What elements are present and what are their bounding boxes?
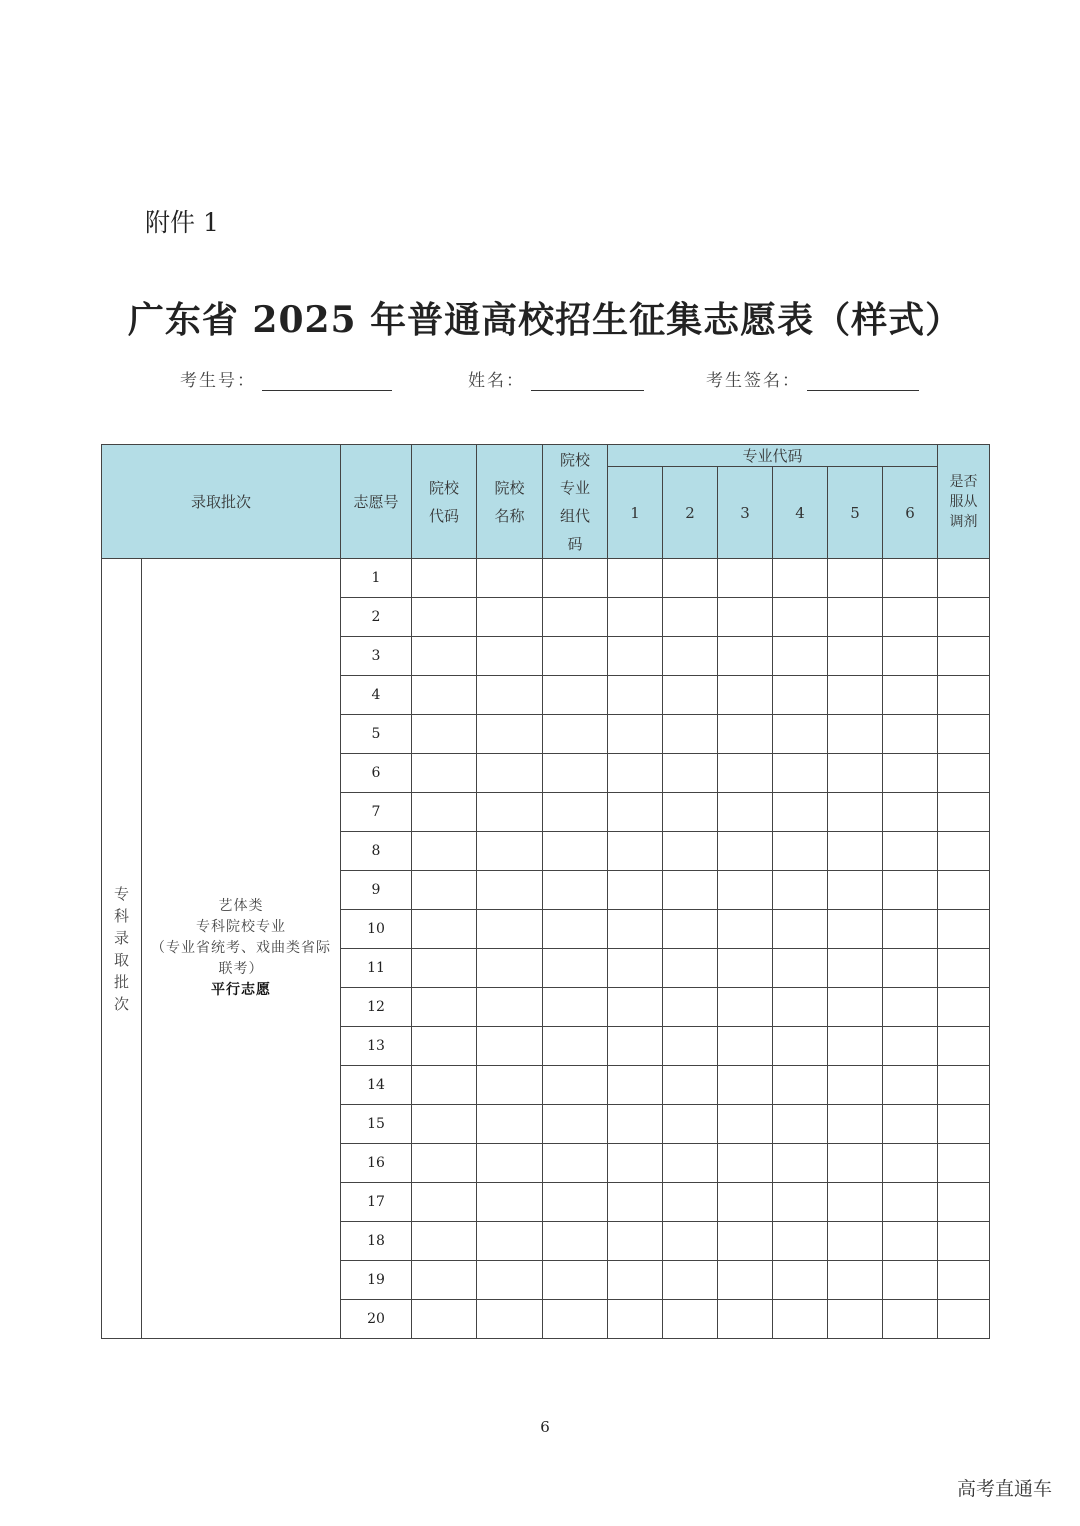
category-line: 专科院校专业 [196,919,286,935]
major-1-input[interactable] [608,676,663,715]
major-6-input[interactable] [883,832,938,871]
header-adjust [938,445,990,559]
group-code-input[interactable] [543,1261,608,1300]
major-1-input[interactable] [608,598,663,637]
major-2-input[interactable] [663,1144,718,1183]
major-2-input[interactable] [663,676,718,715]
wish-number: 4 [341,676,412,715]
header-school-name-text: 院校名称 [494,478,525,525]
major-3-input[interactable] [718,598,773,637]
school-name-input[interactable] [477,1066,543,1105]
name-field [468,366,644,391]
adjust-input[interactable] [938,754,990,793]
exam-number-field [180,366,392,391]
major-1-input[interactable] [608,1027,663,1066]
school-code-input[interactable] [412,1222,477,1261]
wish-number: 12 [341,988,412,1027]
major-3-input[interactable] [718,949,773,988]
header-wish-no: 志愿号 [341,445,412,559]
wish-number: 13 [341,1027,412,1066]
major-2-input[interactable] [663,715,718,754]
major-4-input[interactable] [773,1222,828,1261]
major-3-input[interactable] [718,715,773,754]
major-3-input[interactable] [718,1261,773,1300]
wish-number: 3 [341,637,412,676]
wish-number: 7 [341,793,412,832]
major-6-input[interactable] [883,793,938,832]
wish-number: 18 [341,1222,412,1261]
major-5-input[interactable] [828,988,883,1027]
wish-number: 1 [341,559,412,598]
group-code-input[interactable] [543,754,608,793]
major-4-input[interactable] [773,637,828,676]
page-number: 6 [540,1418,550,1436]
school-name-input[interactable] [477,715,543,754]
major-1-input[interactable] [608,793,663,832]
major-1-input[interactable] [608,715,663,754]
adjust-input[interactable] [938,676,990,715]
wish-number: 9 [341,871,412,910]
school-code-input[interactable] [412,754,477,793]
header-school-code-text: 院校代码 [428,478,459,525]
wish-number: 8 [341,832,412,871]
major-4-input[interactable] [773,754,828,793]
school-name-input[interactable] [477,1105,543,1144]
major-6-input[interactable] [883,637,938,676]
school-name-input[interactable] [477,559,543,598]
header-major-3: 3 [718,467,773,559]
group-code-input[interactable] [543,559,608,598]
adjust-input[interactable] [938,1261,990,1300]
major-3-input[interactable] [718,832,773,871]
group-code-input[interactable] [543,871,608,910]
adjust-input[interactable] [938,910,990,949]
group-code-input[interactable] [543,1144,608,1183]
major-4-input[interactable] [773,793,828,832]
header-major-1: 1 [608,467,663,559]
school-code-input[interactable] [412,598,477,637]
major-5-input[interactable] [828,1027,883,1066]
major-6-input[interactable] [883,1105,938,1144]
major-6-input[interactable] [883,1261,938,1300]
school-name-input[interactable] [477,754,543,793]
major-5-input[interactable] [828,637,883,676]
name-label: 姓名： [468,371,525,391]
school-code-input[interactable] [412,949,477,988]
school-code-input[interactable] [412,676,477,715]
major-1-input[interactable] [608,871,663,910]
school-code-input[interactable] [412,559,477,598]
major-6-input[interactable] [883,1300,938,1339]
group-code-input[interactable] [543,1300,608,1339]
major-6-input[interactable] [883,754,938,793]
major-1-input[interactable] [608,1300,663,1339]
adjust-input[interactable] [938,1144,990,1183]
group-code-input[interactable] [543,637,608,676]
adjust-input[interactable] [938,1066,990,1105]
adjust-input[interactable] [938,1027,990,1066]
major-5-input[interactable] [828,1261,883,1300]
header-adjust-text: 是否服从调剂 [949,473,978,530]
major-6-input[interactable] [883,715,938,754]
major-4-input[interactable] [773,988,828,1027]
school-code-input[interactable] [412,1183,477,1222]
major-1-input[interactable] [608,1261,663,1300]
header-school-code [412,445,477,559]
major-4-input[interactable] [773,1066,828,1105]
school-code-input[interactable] [412,988,477,1027]
major-1-input[interactable] [608,559,663,598]
adjust-input[interactable] [938,793,990,832]
major-6-input[interactable] [883,871,938,910]
major-2-input[interactable] [663,793,718,832]
major-2-input[interactable] [663,832,718,871]
school-code-input[interactable] [412,1261,477,1300]
signature-blank [807,372,919,391]
major-2-input[interactable] [663,1066,718,1105]
major-2-input[interactable] [663,1261,718,1300]
adjust-input[interactable] [938,871,990,910]
header-major-4: 4 [773,467,828,559]
name-blank [531,372,644,391]
major-5-input[interactable] [828,715,883,754]
school-name-input[interactable] [477,1144,543,1183]
major-5-input[interactable] [828,559,883,598]
major-6-input[interactable] [883,676,938,715]
school-code-input[interactable] [412,871,477,910]
major-5-input[interactable] [828,598,883,637]
major-3-input[interactable] [718,754,773,793]
major-1-input[interactable] [608,949,663,988]
group-code-input[interactable] [543,1066,608,1105]
major-4-input[interactable] [773,910,828,949]
wish-number: 2 [341,598,412,637]
major-2-input[interactable] [663,1300,718,1339]
category-line: （专业省统考、戏曲类省际联考） [151,940,331,977]
major-3-input[interactable] [718,910,773,949]
major-5-input[interactable] [828,1300,883,1339]
signature-label: 考生签名： [706,371,801,391]
header-major-5: 5 [828,467,883,559]
category-cell [142,559,341,1339]
major-4-input[interactable] [773,598,828,637]
category-line: 艺体类 [218,898,264,914]
major-5-input[interactable] [828,871,883,910]
header-major-code: 专业代码 [608,445,938,467]
exam-number-label: 考生号： [180,371,256,391]
major-5-input[interactable] [828,793,883,832]
major-5-input[interactable] [828,949,883,988]
major-4-input[interactable] [773,1105,828,1144]
major-4-input[interactable] [773,1300,828,1339]
major-3-input[interactable] [718,1105,773,1144]
attachment-label: 附件 1 [145,208,219,237]
major-5-input[interactable] [828,1066,883,1105]
header-school-name [477,445,543,559]
wish-number: 6 [341,754,412,793]
major-2-input[interactable] [663,754,718,793]
major-1-input[interactable] [608,832,663,871]
group-code-input[interactable] [543,832,608,871]
adjust-input[interactable] [938,1222,990,1261]
major-6-input[interactable] [883,949,938,988]
major-4-input[interactable] [773,1261,828,1300]
major-4-input[interactable] [773,559,828,598]
group-code-input[interactable] [543,1222,608,1261]
major-3-input[interactable] [718,637,773,676]
header-group-code [543,445,608,559]
school-name-input[interactable] [477,1222,543,1261]
wish-number: 5 [341,715,412,754]
major-4-input[interactable] [773,871,828,910]
school-code-input[interactable] [412,832,477,871]
adjust-input[interactable] [938,1105,990,1144]
major-1-input[interactable] [608,637,663,676]
major-3-input[interactable] [718,1300,773,1339]
group-code-input[interactable] [543,988,608,1027]
adjust-input[interactable] [938,988,990,1027]
adjust-input[interactable] [938,598,990,637]
group-code-input[interactable] [543,793,608,832]
school-code-input[interactable] [412,637,477,676]
major-6-input[interactable] [883,1066,938,1105]
school-name-input[interactable] [477,832,543,871]
major-4-input[interactable] [773,949,828,988]
major-5-input[interactable] [828,754,883,793]
school-code-input[interactable] [412,793,477,832]
major-6-input[interactable] [883,1183,938,1222]
adjust-input[interactable] [938,949,990,988]
batch-label: 专科录取批次 [113,884,129,1013]
watermark: 高考直通车 [956,1478,1052,1500]
major-2-input[interactable] [663,1027,718,1066]
group-code-input[interactable] [543,715,608,754]
school-name-input[interactable] [477,598,543,637]
school-code-input[interactable] [412,910,477,949]
group-code-input[interactable] [543,1183,608,1222]
school-code-input[interactable] [412,1066,477,1105]
major-6-input[interactable] [883,910,938,949]
major-3-input[interactable] [718,559,773,598]
major-5-input[interactable] [828,910,883,949]
major-3-input[interactable] [718,793,773,832]
major-2-input[interactable] [663,988,718,1027]
adjust-input[interactable] [938,832,990,871]
header-group-code-text: 院校专业组代码 [559,450,590,553]
major-3-input[interactable] [718,988,773,1027]
major-1-input[interactable] [608,1066,663,1105]
major-1-input[interactable] [608,1105,663,1144]
group-code-input[interactable] [543,1105,608,1144]
wish-number: 15 [341,1105,412,1144]
major-6-input[interactable] [883,559,938,598]
major-6-input[interactable] [883,598,938,637]
school-code-input[interactable] [412,1300,477,1339]
major-1-input[interactable] [608,754,663,793]
major-6-input[interactable] [883,1222,938,1261]
major-2-input[interactable] [663,949,718,988]
school-code-input[interactable] [412,1105,477,1144]
header-batch: 录取批次 [102,445,341,559]
major-2-input[interactable] [663,1105,718,1144]
major-2-input[interactable] [663,1183,718,1222]
wish-number: 16 [341,1144,412,1183]
group-code-input[interactable] [543,949,608,988]
major-3-input[interactable] [718,1183,773,1222]
major-3-input[interactable] [718,871,773,910]
major-4-input[interactable] [773,715,828,754]
group-code-input[interactable] [543,598,608,637]
school-name-input[interactable] [477,871,543,910]
wish-number: 11 [341,949,412,988]
header-major-6: 6 [883,467,938,559]
wish-number: 14 [341,1066,412,1105]
group-code-input[interactable] [543,676,608,715]
school-name-input[interactable] [477,949,543,988]
major-1-input[interactable] [608,1183,663,1222]
exam-number-blank [262,372,392,391]
major-1-input[interactable] [608,1222,663,1261]
major-4-input[interactable] [773,1183,828,1222]
major-2-input[interactable] [663,598,718,637]
major-1-input[interactable] [608,1144,663,1183]
wish-number: 10 [341,910,412,949]
signature-field [706,366,919,391]
school-code-input[interactable] [412,1144,477,1183]
category-type: 平行志愿 [211,982,271,998]
batch-cell [102,559,142,1339]
major-3-input[interactable] [718,1027,773,1066]
major-5-input[interactable] [828,1144,883,1183]
school-name-input[interactable] [477,793,543,832]
major-2-input[interactable] [663,1222,718,1261]
school-name-input[interactable] [477,988,543,1027]
school-name-input[interactable] [477,676,543,715]
adjust-input[interactable] [938,559,990,598]
major-4-input[interactable] [773,1144,828,1183]
adjust-input[interactable] [938,715,990,754]
adjust-input[interactable] [938,1300,990,1339]
major-4-input[interactable] [773,1027,828,1066]
school-code-input[interactable] [412,715,477,754]
school-name-input[interactable] [477,1300,543,1339]
major-2-input[interactable] [663,637,718,676]
major-5-input[interactable] [828,1222,883,1261]
school-name-input[interactable] [477,910,543,949]
school-name-input[interactable] [477,1261,543,1300]
major-6-input[interactable] [883,988,938,1027]
page-title: 广东省 2025 年普通高校招生征集志愿表（样式） [127,299,963,341]
major-2-input[interactable] [663,871,718,910]
major-1-input[interactable] [608,910,663,949]
group-code-input[interactable] [543,910,608,949]
major-3-input[interactable] [718,1066,773,1105]
major-2-input[interactable] [663,559,718,598]
school-name-input[interactable] [477,637,543,676]
wish-number: 19 [341,1261,412,1300]
major-4-input[interactable] [773,676,828,715]
wish-number: 20 [341,1300,412,1339]
school-code-input[interactable] [412,1027,477,1066]
major-5-input[interactable] [828,1183,883,1222]
major-5-input[interactable] [828,676,883,715]
school-name-input[interactable] [477,1027,543,1066]
major-4-input[interactable] [773,832,828,871]
major-5-input[interactable] [828,832,883,871]
volunteer-form-table [101,444,990,1339]
wish-number: 17 [341,1183,412,1222]
major-1-input[interactable] [608,988,663,1027]
adjust-input[interactable] [938,1183,990,1222]
school-name-input[interactable] [477,1183,543,1222]
major-3-input[interactable] [718,1144,773,1183]
group-code-input[interactable] [543,1027,608,1066]
adjust-input[interactable] [938,637,990,676]
major-3-input[interactable] [718,676,773,715]
major-3-input[interactable] [718,1222,773,1261]
major-6-input[interactable] [883,1144,938,1183]
header-major-2: 2 [663,467,718,559]
major-2-input[interactable] [663,910,718,949]
major-6-input[interactable] [883,1027,938,1066]
major-5-input[interactable] [828,1105,883,1144]
table-row [102,559,990,598]
